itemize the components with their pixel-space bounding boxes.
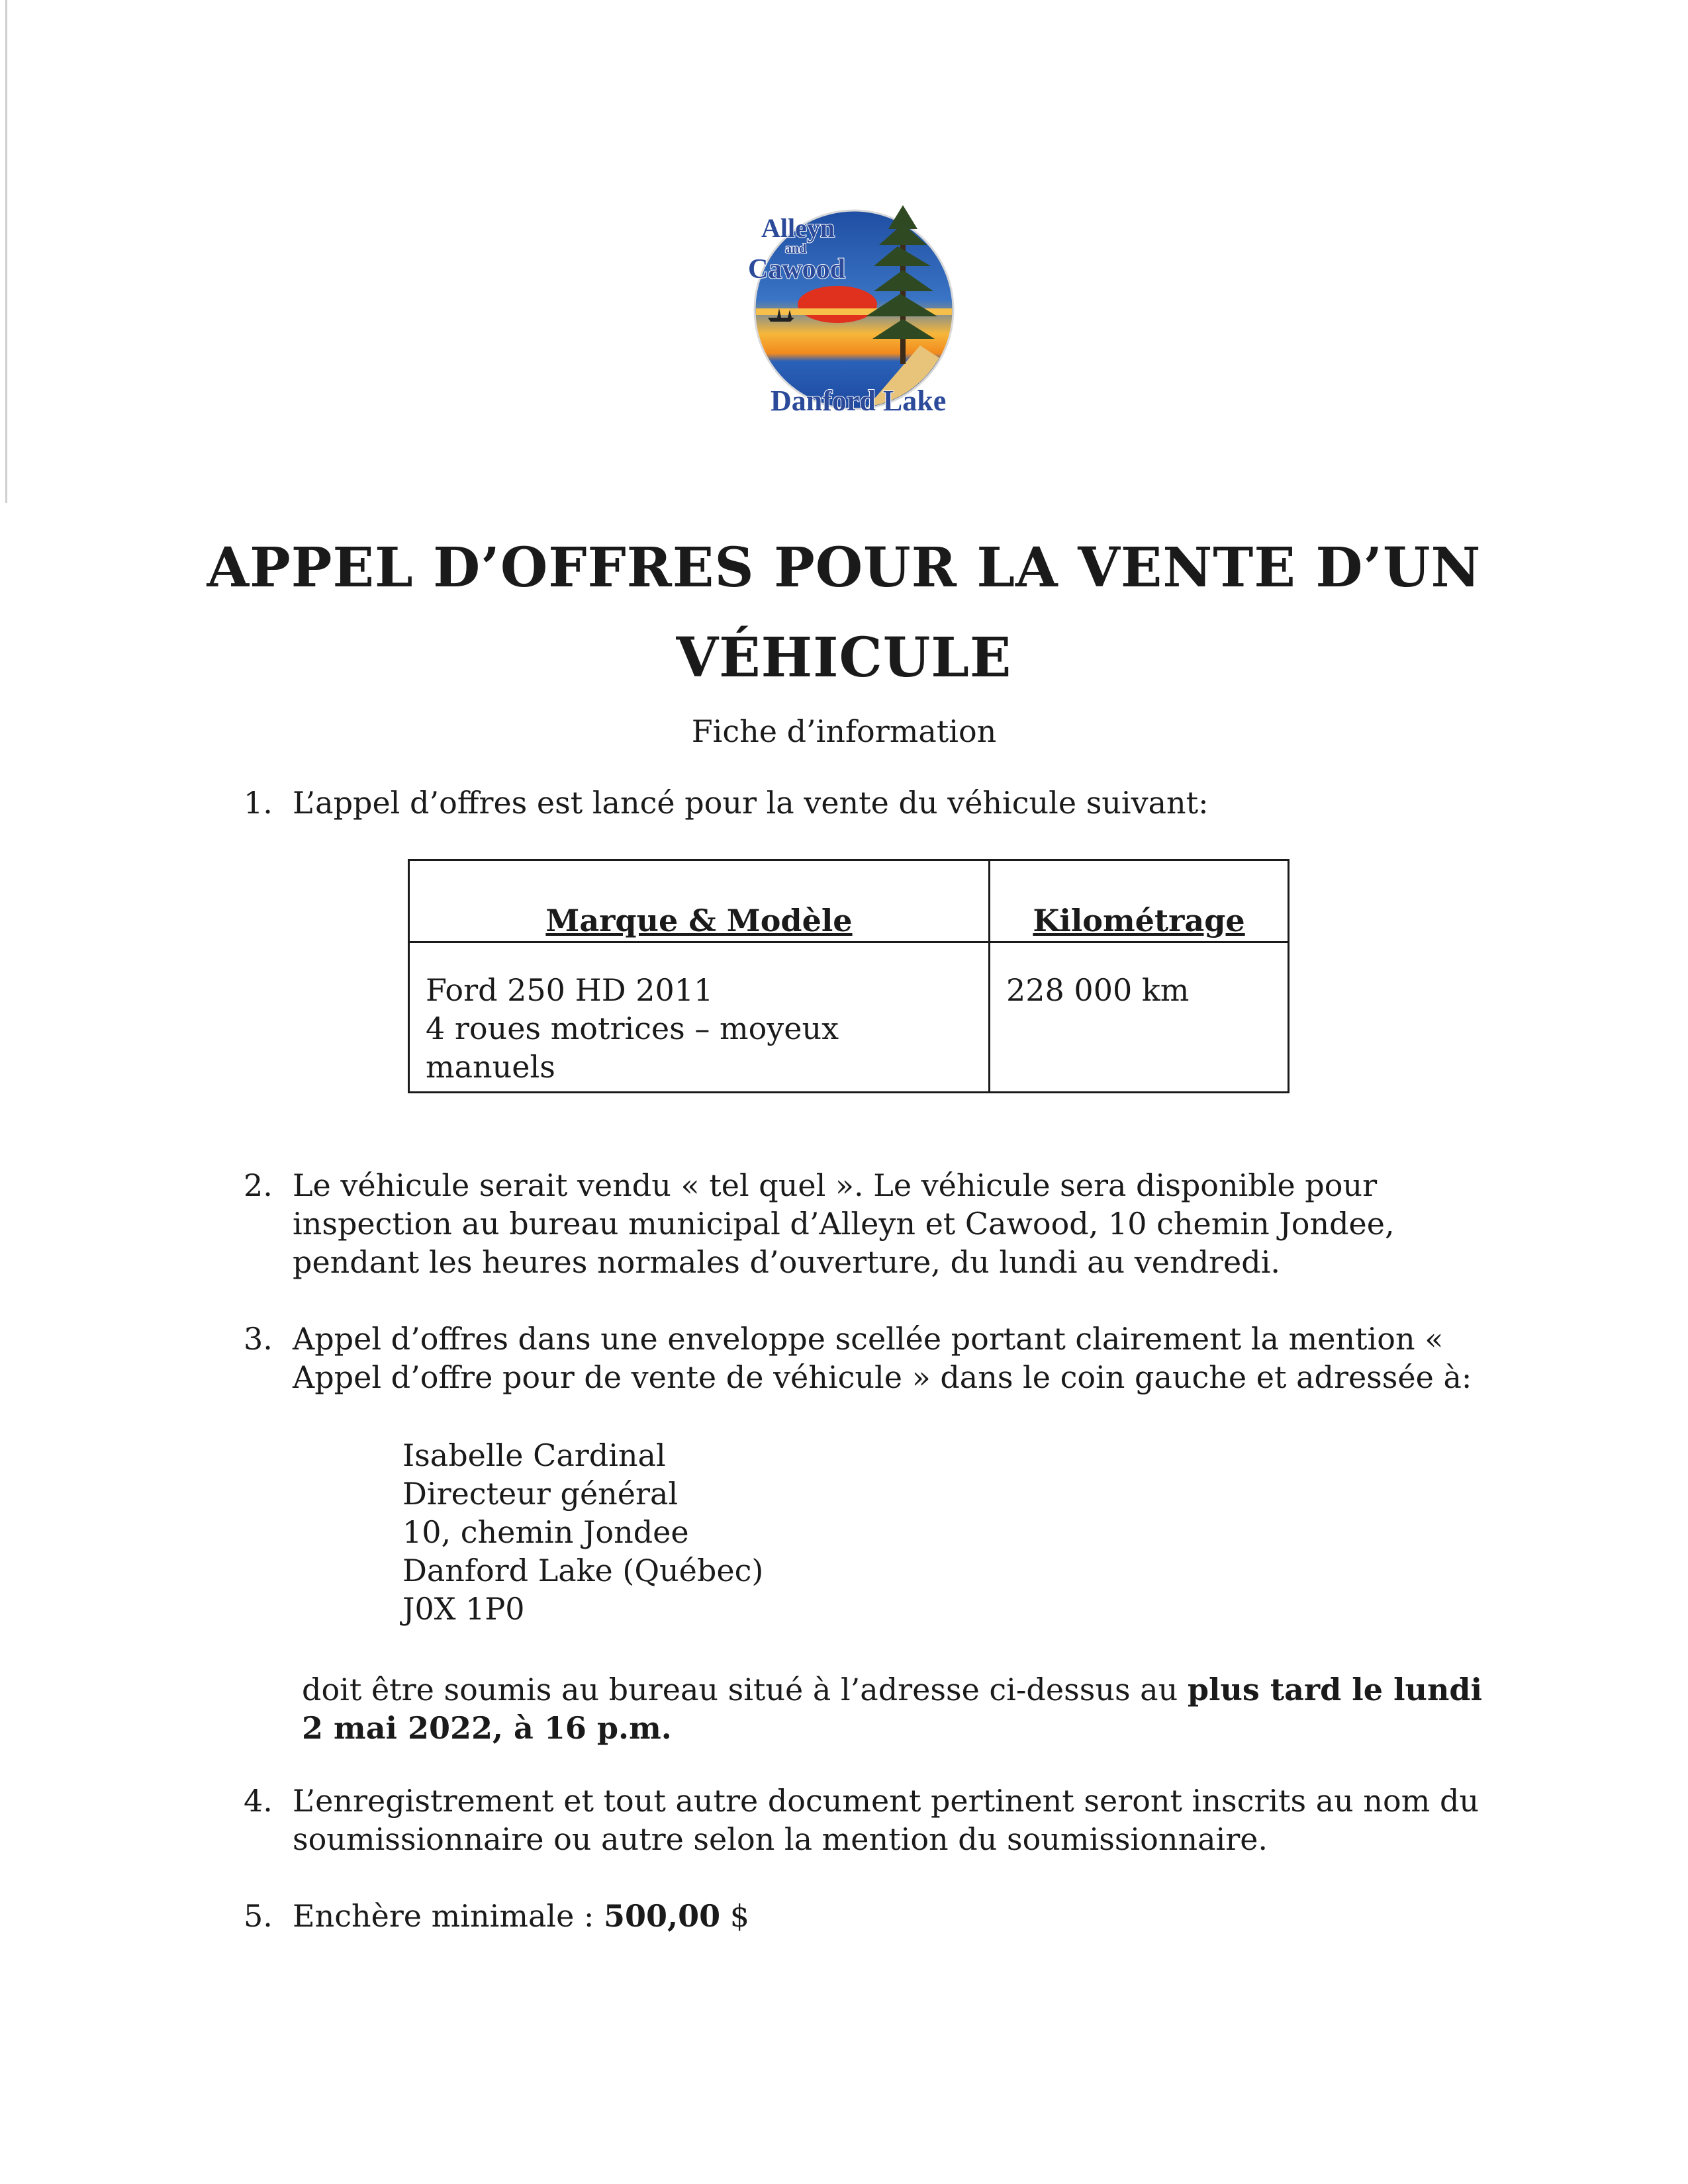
title-line-2: VÉHICULE (676, 626, 1012, 690)
min-bid-amount: 500,00 (604, 1898, 721, 1934)
list-item-number: 5. (244, 1898, 273, 1934)
cell-mileage: 228 000 km (990, 942, 1289, 1093)
list-item-text: L’appel d’offres est lancé pour la vente du véhicule suivant: (293, 785, 1209, 821)
sun-shape (798, 286, 877, 323)
list-item-number: 3. (244, 1321, 273, 1357)
logo-text-danford-lake: Danford Lake (771, 385, 947, 417)
list-item-text: Le véhicule serait vendu « tel quel ». Le véhicule sera disponible pour inspection au bureau municipal d’Alleyn et Cawood, 10 chemin Jondee, pendant les heures normales d’ouverture, du lundi au vendredi. (293, 1167, 1395, 1280)
table-row (409, 942, 1289, 1093)
table-header-row (409, 860, 1289, 942)
page-edge-line (5, 0, 7, 503)
address-line: Isabelle Cardinal (402, 1437, 666, 1473)
deadline-date: plus tard le lundi 2 mai 2022, à 16 p.m. (302, 1672, 1483, 1746)
list-item-number: 1. (244, 785, 273, 821)
deadline-paragraph (302, 1670, 1507, 1747)
vehicle-table (408, 859, 1289, 1093)
address-line: J0X 1P0 (402, 1591, 525, 1627)
logo-text-and: and (785, 242, 807, 256)
min-bid-label: Enchère minimale : (293, 1898, 604, 1934)
title-line-1: APPEL D’OFFRES POUR LA VENTE D’UN (207, 536, 1481, 600)
min-bid-currency: $ (720, 1898, 749, 1934)
address-line: 10, chemin Jondee (402, 1514, 689, 1550)
logo-text-alleyn: Alleyn (761, 213, 835, 243)
document-subtitle: Fiche d’information (691, 713, 997, 749)
list-item-text: Appel d’offres dans une enveloppe scellée portant clairement la mention « Appel d’offre pour de vente de véhicule » dans le coin gauche et adressée à: (293, 1321, 1472, 1395)
list-item-number: 4. (244, 1783, 273, 1819)
header-mileage: Kilométrage (990, 860, 1289, 942)
document-title (132, 523, 1556, 703)
address-line: Directeur général (402, 1476, 679, 1512)
model-line-2: 4 roues motrices – moyeux manuels (426, 1011, 839, 1085)
deadline-text: doit être soumis au bureau situé à l’adresse ci-dessus au (302, 1672, 1188, 1707)
list-item-text (293, 1897, 1484, 1935)
logo-text-cawood: Cawood (748, 254, 846, 285)
address-line: Danford Lake (Québec) (402, 1553, 764, 1588)
municipality-logo (722, 192, 973, 430)
header-make-model: Marque & Modèle (409, 860, 990, 942)
model-line-1: Ford 250 HD 2011 (426, 972, 714, 1008)
mailing-address (402, 1436, 763, 1628)
list-item-text: L’enregistrement et tout autre document pertinent seront inscrits au nom du soumissionnaire ou autre selon la mention du soumissionnaire. (293, 1783, 1479, 1857)
list-item-number: 2. (244, 1167, 273, 1203)
cell-make-model (409, 942, 990, 1093)
